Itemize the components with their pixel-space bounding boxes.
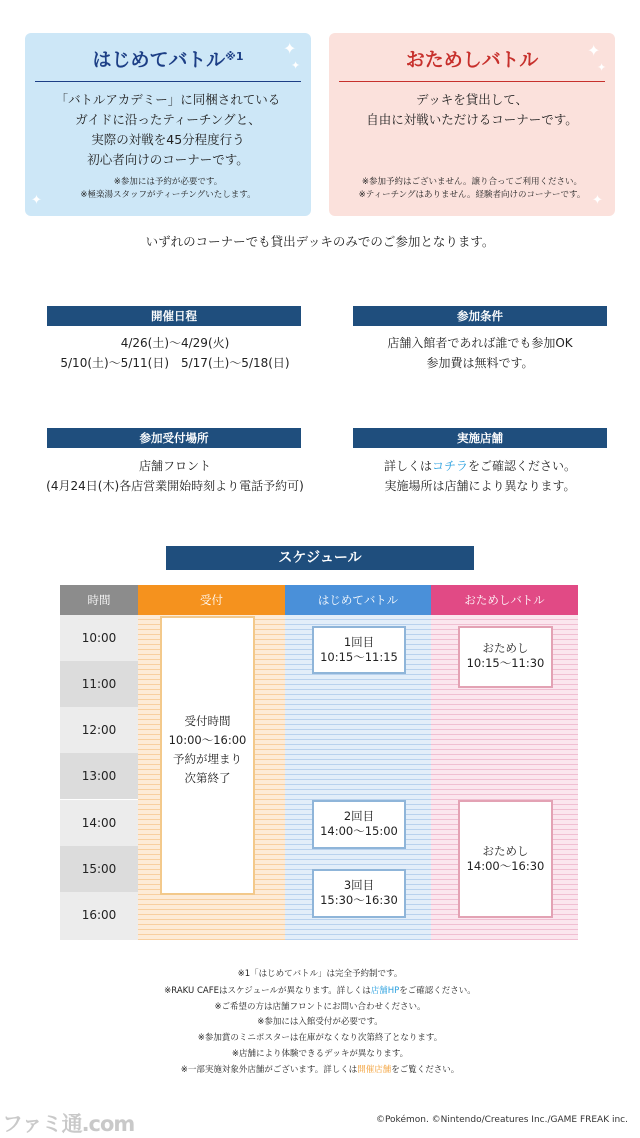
deck-notice: いずれのコーナーでも貸出デッキのみでのご参加となります。 <box>145 234 495 249</box>
header-time: 時間 <box>60 585 138 615</box>
footnote: ※店舗により体験できるデッキが異なります。 <box>231 1049 409 1059</box>
stores-link[interactable]: コチラ <box>431 459 468 473</box>
otameshi-battle-card <box>329 33 615 216</box>
otameshi-battle-title: おためしバトル <box>405 49 539 71</box>
reception-text: 店舗フロント (4月24日(木)各店営業開始時刻より電話予約可) <box>46 459 304 493</box>
footnote: ※一部実施対象外店舗がございます。詳しくは開催店舗をご覧ください。 <box>180 1065 460 1075</box>
conditions-text: 店舗入館者であれば誰でも参加OK 参加費は無料です。 <box>387 336 573 370</box>
copyright: ©Pokémon. ©Nintendo/Creatures Inc./GAME FREAK inc. <box>375 1115 628 1125</box>
header-otameshi: おためしバトル <box>431 585 578 615</box>
time-cell: 12:00 <box>60 707 138 753</box>
schedule-title: スケジュール <box>166 546 474 570</box>
store-hp-link[interactable]: 店舗HP <box>370 986 400 996</box>
dates-text: 4/26(土)〜4/29(火) 5/10(土)〜5/11(日) 5/17(土)〜5/18(日) <box>60 336 290 370</box>
otameshi-battle-notes: ※参加予約はございません。譲り合ってご利用ください。 ※ティーチングはありません。経験者向けのコーナーです。 <box>358 177 586 200</box>
venue-stores-link[interactable]: 開催店舗 <box>357 1065 392 1075</box>
hajimete-battle-title: はじめてバトル$^{※1}$ <box>92 49 244 71</box>
conditions-label: 参加条件 <box>353 306 607 326</box>
header-reception: 受付 <box>138 585 285 615</box>
hajimete-session-2: 2回目 14:00〜15:00 <box>312 800 406 849</box>
title-underline <box>339 81 605 82</box>
sparkle-icon: ✦ <box>592 193 603 208</box>
famitsu-logo: ファミ通.com <box>2 1112 135 1136</box>
otameshi-session-1: おためし 10:15〜11:30 <box>458 626 553 688</box>
sparkle-icon: ✦ <box>283 39 297 58</box>
time-cell: 16:00 <box>60 892 138 940</box>
hajimete-session-1: 1回目 10:15〜11:15 <box>312 626 406 674</box>
title-underline <box>35 81 301 82</box>
stores-label: 実施店舗 <box>353 428 607 448</box>
stores-text: 詳しくはコチラをご確認ください。 実施場所は店舗により異なります。 <box>383 459 577 493</box>
time-cell: 15:00 <box>60 846 138 892</box>
reception-label: 参加受付場所 <box>47 428 301 448</box>
reception-hours-box: 受付時間 10:00〜16:00 予約が埋まり 次第終了 <box>160 616 255 895</box>
time-cell: 14:00 <box>60 800 138 846</box>
footnote: ※1「はじめてバトル」は完全予約制です。 <box>237 969 403 979</box>
header-hajimete: はじめてバトル <box>285 585 431 615</box>
hajimete-session-3: 3回目 15:30〜16:30 <box>312 869 406 918</box>
time-cell: 13:00 <box>60 753 138 799</box>
sparkle-icon: ✦ <box>291 59 301 72</box>
footnote: ※RAKU CAFEはスケジュールが異なります。詳しくは店舗HPをご確認ください。 <box>164 986 476 996</box>
hajimete-battle-notes: ※参加には予約が必要です。 ※極楽湯スタッフがティーチングいたします。 <box>80 177 256 200</box>
otameshi-session-2: おためし 14:00〜16:30 <box>458 800 553 918</box>
footnote: ※ご希望の方は店舗フロントにお問い合わせください。 <box>214 1002 426 1012</box>
otameshi-battle-description: デッキを貸出して、 自由に対戦いただけるコーナーです。 <box>366 92 578 127</box>
footnote: ※参加には入館受付が必要です。 <box>257 1017 383 1027</box>
sparkle-icon: ✦ <box>31 193 42 208</box>
hajimete-battle-description: 「バトルアカデミー」に同梱されている ガイドに沿ったティーチングと、 実際の対戦を45分程度行う 初心者向けのコーナーです。 <box>55 92 281 167</box>
time-cell: 11:00 <box>60 661 138 707</box>
sparkle-icon: ✦ <box>597 61 607 74</box>
hajimete-battle-card <box>25 33 311 216</box>
sparkle-icon: ✦ <box>587 41 601 60</box>
footnote: ※参加賞のミニポスターは在庫がなくなり次第終了となります。 <box>197 1033 443 1043</box>
dates-label: 開催日程 <box>47 306 301 326</box>
time-cell: 10:00 <box>60 615 138 661</box>
